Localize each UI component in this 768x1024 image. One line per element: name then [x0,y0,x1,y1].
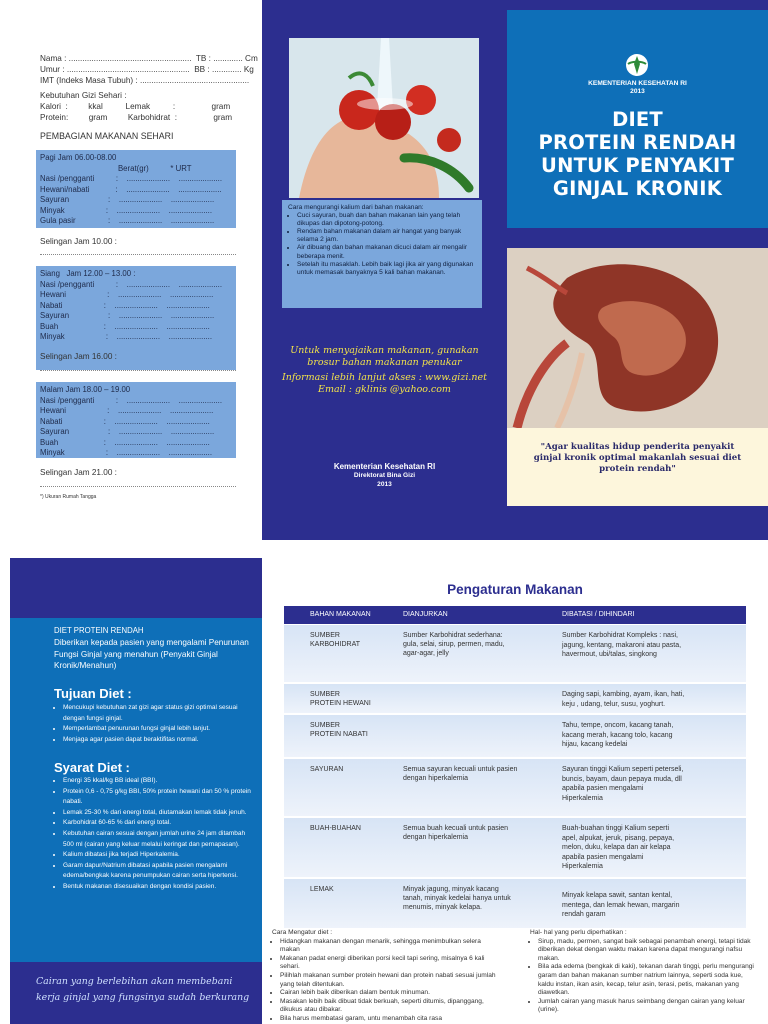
diet-arrangement-notes [272,929,500,1024]
table-row [284,684,746,714]
header-recommended: DIANJURKAN [403,611,448,618]
meal-row: Hewani : .................... .................... [40,290,214,299]
diet-arrangement-list [272,938,500,1024]
directorate-name: Direktorat Bina Gizi [353,472,416,479]
meal-row: Nasi /pengganti : .................... .................... [40,395,222,405]
snack-2-line [40,370,236,371]
exchange-note-1: Untuk menyajaikan makanan, gunakan [290,345,479,356]
cover-title-line-1: DIET [612,108,663,131]
row-food: BUAH-BUAHAN [310,825,361,832]
snack-2-label: Selingan Jam 16.00 : [40,352,117,361]
table-row [284,818,746,878]
list-item: • Kebutuhan cairan sesuai dengan jumlah urine 24 jam ditambah 500 ml (cairan yang keluar melalui keringat dan pernapasan). [63,829,254,850]
list-item: • Bentuk makanan disesuaikan dengan kondisi pasien. [63,882,254,893]
website-info: Informasi lebih lanjut akses : www.gizi.net [282,372,487,383]
meal-row: Gula pasir : .................... .................... [40,216,215,225]
fluid-warning-line-1: Cairan yang berlebihan akan membebani [36,976,233,987]
snack-1-label: Selingan Jam 10.00 : [40,237,117,246]
footnote: *) Ukuran Rumah Tangga [40,494,97,500]
tips-panel [262,0,507,540]
row-restricted: Buah-buahan tinggi Kalium seperti apel, alpukat, jeruk, pisang, pepaya, melon, duku, kelapa dan air kelapa apabila pasien mengalami Hiperkalemia [562,825,675,870]
table-title: Pengaturan Makanan [447,582,583,597]
cover-quote: "Agar kualitas hidup penderita penyakit ginjal kronik optimal makanlah sesuai diet protein rendah" [507,428,768,506]
table-row [284,715,746,758]
header-food: BAHAN MAKANAN [310,611,371,618]
bmi-line: IMT (Indeks Masa Tubuh) : ................................................ [40,76,250,85]
dinner-title: Malam Jam 18.00 – 19.00 [40,385,131,394]
lunch-title: Siang Jam 12.00 – 13.00 : [40,269,136,278]
row-restricted: Tahu, tempe, oncom, kacang tanah, kacang merah, kacang tolo, kacang hijau, kacang kedelai [562,722,674,748]
list-item: • Bila harus membatasi garam, untu menambah cita rasa [280,1015,500,1024]
meal-row: Buah : .................... .................... [40,321,210,331]
row-food: SUMBER PROTEIN HEWANI [310,691,371,707]
protein-carb-line: Protein: gram Karbohidrat : gram [40,113,233,122]
meal-row: Buah : .................... .................... [40,437,210,447]
table-row [284,625,746,683]
list-item: • Rendam bahan makanan dalam air hangat yang banyak selama 2 jam. [297,228,476,244]
cover-year: 2013 [630,88,645,95]
meal-row: Minyak : .................... .................... [40,332,213,341]
meal-row: Sayuran : .................... .................... [40,311,215,320]
row-recommended: Semua buah kecuali untuk pasien dengan hiperkalemia [403,825,509,841]
row-food: SUMBER PROTEIN NABATI [310,722,368,738]
diet-heading: DIET PROTEIN RENDAH [54,626,144,635]
breakfast-box [36,150,236,228]
breakfast-title: Pagi Jam 06.00-08.00 [40,153,117,162]
meal-row: Nasi /pengganti : .................... .................... [40,174,222,183]
requirements-list [54,776,254,893]
meal-row: Nabati : .................... .................... [40,416,210,426]
list-item: • Kalium dibatasi jika terjadi Hiperkalemia. [63,850,254,861]
potassium-tips-title: Cara mengurangi kalium dari bahan makanan: [288,204,424,211]
requirements-heading: Syarat Diet : [54,760,130,775]
list-item: • Protein 0,6 - 0,75 g/kg BBI, 50% protein hewani dan 50 % protein nabati. [63,787,254,808]
list-item: • Jumlah cairan yang masuk harus seimbang dengan cairan yang keluar (urine). [538,998,760,1015]
goals-list [54,703,254,745]
ministry-logo-icon [622,52,652,78]
kidney-image [507,248,768,428]
food-regulation-panel [262,558,768,1024]
list-item: • Mencukupi kebutuhan zat gizi agar status gizi optimal sesuai dengan fungsi ginjal. [63,703,254,724]
meal-row: Nabati : .................... .................... [40,300,210,310]
table-row [284,759,746,817]
list-item: • Bila ada edema (bengkak di kaki), tekanan darah tinggi, perlu mengurangi garam dan bahan makanan sumber natrium lainnya, seperti soda kue, kaldu instan, ikan asin, kecap, telur asin, terasi, petis, makanan yang diawetkan. [538,963,760,997]
cover-title-line-4: GINJAL KRONIK [552,177,723,200]
row-recommended: Minyak jagung, minyak kacang tanah, minyak kedelai hanya untuk menumis, minyak kelapa. [403,886,511,911]
cover-panel [507,0,768,540]
meal-row: Nasi /pengganti : .................... .................... [40,279,222,289]
list-item: • Memperlambat penurunan fungsi ginjal lebih lanjut. [63,724,254,735]
list-item: • Pilihlah makanan sumber protein hewani dan protein nabati sesuai jumlah yang telah ditentukan. [280,972,500,989]
diet-info-panel [10,558,262,1024]
list-item: • Sirup, madu, permen, sangat baik sebagai penambah energi, tetapi tidak diberikan dekat dengan waktu makan karena dapat mengurangi nafsu makan. [538,938,760,964]
calorie-fat-line: Kalori : kkal Lemak : gram [40,102,231,111]
cover-title-line-3: UNTUK PENYAKIT [541,154,734,177]
diet-arrangement-title: Cara Mengatur diet : [272,929,333,936]
header-restricted: DIBATASI / DIHINDARI [562,611,635,618]
meal-row: Sayuran : .................... .................... [40,427,215,436]
list-item: • Cuci sayuran, buah dan bahan makanan lain yang telah dikupas dan dipotong-potong. [297,212,476,228]
list-item: • Karbohidrat 60-65 % dari energi total. [63,818,254,829]
row-restricted: Minyak kelapa sawit, santan kental, mentega, dan lemak hewan, margarin rendah garam [562,892,680,918]
list-item: • Cairan lebih baik diberikan dalam bentuk minuman. [280,989,500,998]
washing-vegetables-photo [289,38,479,198]
list-item: • Garam dapur/Natrium dibatasi apabila pasien mengalami edema/bengkak karena penumpukan cairan serta hipertensi. [63,861,254,882]
publisher-name: Kementerian Kesehatan RI [333,462,436,471]
meal-row: Minyak : .................... .................... [40,205,213,215]
fluid-warning-line-2: kerja ginjal yang fungsinya sudah berkurang [36,992,250,1003]
cover-title-line-2: PROTEIN RENDAH [538,131,737,154]
exchange-note-2: brosur bahan makanan penukar [307,357,462,368]
meal-row: Hewani : .................... .................... [40,406,214,415]
snack-3-label: Selingan Jam 21.00 : [40,468,117,477]
list-item: • Setelah itu masaklah. Lebih baik lagi jika air yang digunakan untuk memasak banyaknya 5 kali bahan makanan. [297,261,476,277]
row-restricted: Sumber Karbohidrat Kompleks : nasi, jagung, kentang, makaroni atau pasta, havermout, ubi/talas, singkong [562,632,682,658]
name-height-line: Nama : ...................................................... TB : ............. Cm [40,54,258,63]
list-item: • Makanan padat energi diberikan porsi kecil tapi sering, misalnya 6 kali sehari. [280,955,500,972]
list-item: • Energi 35 kkal/kg BB ideal (BBI). [63,776,254,787]
daily-meal-heading: PEMBAGIAN MAKANAN SEHARI [40,131,174,141]
age-weight-line: Umur : ...................................................... BB : ............. Kg [40,65,254,74]
list-item: • Masakan lebih baik dibuat tidak berkuah, seperti ditumis, dipanggang, dikukus atau dibakar. [280,998,500,1015]
list-item: • Menjaga agar pasien dapat beraktifitas normal. [63,735,254,746]
row-restricted: Sayuran tinggi Kalium seperti peterseli, buncis, bayam, daun pepaya muda, dll apabila pasien mengalami Hiperkalemia [562,766,684,802]
diet-intro: Diberikan kepada pasien yang mengalami Penurunan Fungsi Ginjal yang menahun (Penyakit Ginjal Kronik/Menahun) [54,638,249,670]
table-header [284,606,746,624]
row-food: LEMAK [310,886,334,893]
list-item: • Lemak 25-30 % dari energi total, diutamakan lemak tidak jenuh. [63,808,254,819]
vegetables-image [289,38,479,198]
diet-form-panel [0,0,262,540]
row-restricted: Daging sapi, kambing, ayam, ikan, hati, keju , udang, telur, susu, yoghurt. [562,691,685,708]
meal-row: Minyak : .................... .................... [40,448,213,457]
kidney-illustration [507,248,768,428]
list-item: • Hidangkan makanan dengan menarik, sehingga menimbulkan selera makan [280,938,500,955]
breakfast-columns: Berat(gr) * URT [40,163,192,173]
nutrition-needs-heading: Kebutuhan Gizi Sehari : [40,91,127,100]
row-recommended: Semua sayuran kecuali untuk pasien dengan hiperkalemia [403,766,518,782]
attention-list [530,938,760,1015]
dinner-box [36,382,236,458]
email-info: Email : gklinis @yahoo.com [318,384,451,395]
list-item: • Air dibuang dan bahan makanan dicuci dalam air mengalir beberapa menit. [297,244,476,260]
publish-year: 2013 [377,481,392,488]
top-band [10,558,262,618]
meal-row: Hewani/nabati : .................... .................... [40,184,222,194]
meal-row: Sayuran : .................... .................... [40,195,215,204]
snack-1-line [40,254,236,255]
attention-title: Hal- hal yang perlu diperhatikan : [530,929,627,936]
goals-heading: Tujuan Diet : [54,686,132,701]
row-food: SUMBER KARBOHIDRAT [310,632,361,648]
row-recommended: Sumber Karbohidrat sederhana: gula, selai, sirup, permen, madu, agar-agar, jelly [403,632,505,657]
attention-notes [530,929,760,1015]
table-row [284,879,746,929]
potassium-tips-box [282,200,482,308]
potassium-tips-list [288,212,476,277]
snack-3-line [40,486,236,487]
row-food: SAYURAN [310,766,344,773]
ministry-name: KEMENTERIAN KESEHATAN RI [588,80,687,87]
